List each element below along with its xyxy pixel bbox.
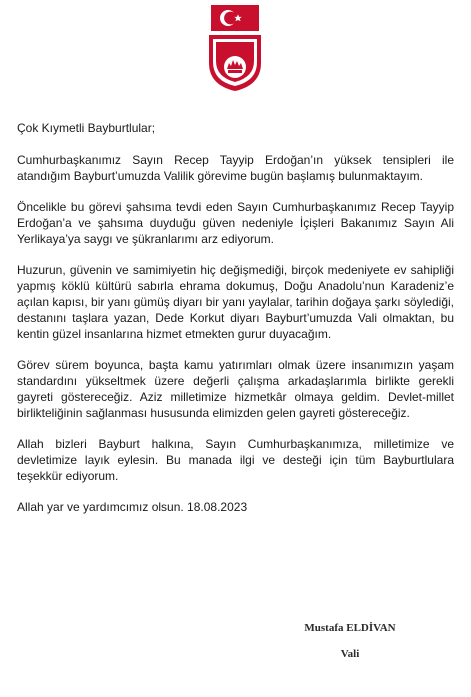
- paragraph-4: Görev sürem boyunca, başta kamu yatırımları olmak üzere insanımızın yaşam standardını yükseltmek üzere değerli çalışma arkadaşlarımla birlikte gerekli gayreti göstereceğiz. Aziz milletimize hizmetkâr olmaya geldim. Devlet-millet birlikteliğinin sağlanması hususunda elimizden gelen gayreti göstereceğiz.: [17, 358, 454, 420]
- signature-block: [290, 622, 410, 660]
- closing-line: Allah yar ve yardımcımız olsun. 18.08.2023: [17, 500, 248, 514]
- paragraph-1: Cumhurbaşkanımız Sayın Recep Tayyip Erdoğan’ın yüksek tensipleri ile atandığım Bayburt’umuzda Valilik görevime bugün başlamış bulunmaktayım.: [17, 153, 454, 183]
- paragraph-5: Allah bizleri Bayburt halkına, Sayın Cumhurbaşkanımıza, milletimize ve devletimize layık eylesin. Bu manada ilgi ve desteği için tüm Bayburtlulara teşekkür ediyorum.: [17, 437, 454, 483]
- letter-body: [17, 120, 454, 515]
- bayburt-valiligi-emblem-icon: [203, 5, 267, 93]
- signatory-name: Mustafa ELDİVAN: [304, 622, 396, 634]
- salutation: Çok Kıymetli Bayburtlular;: [17, 121, 156, 135]
- paragraph-3: Huzurun, güvenin ve samimiyetin hiç değişmediği, birçok medeniyete ev sahipliği yapmış köklü kültürü sabırla ehrama dokumuş, Doğu Anadolu’nun Karadeniz’e açılan kapısı, bir yanı gümüş diyarı bir yanı yaylalar, tarihin doğaya şarkı söylediği, destanını taşlara yazan, Dede Korkut diyarı Bayburt’umuzda Vali olmaktan, bu kentin güzel insanlarına hizmet etmekten gurur duyacağım.: [17, 263, 454, 341]
- signatory-title: Vali: [340, 648, 360, 660]
- paragraph-2: Öncelikle bu görevi şahsıma tevdi eden Sayın Cumhurbaşkanımız Recep Tayyip Erdoğan’a ve şahsıma duyduğu güven nedeniyle İçişleri Bakanımız Sayın Ali Yerlikaya’ya saygı ve şükranlarımı arz ediyorum.: [17, 200, 454, 246]
